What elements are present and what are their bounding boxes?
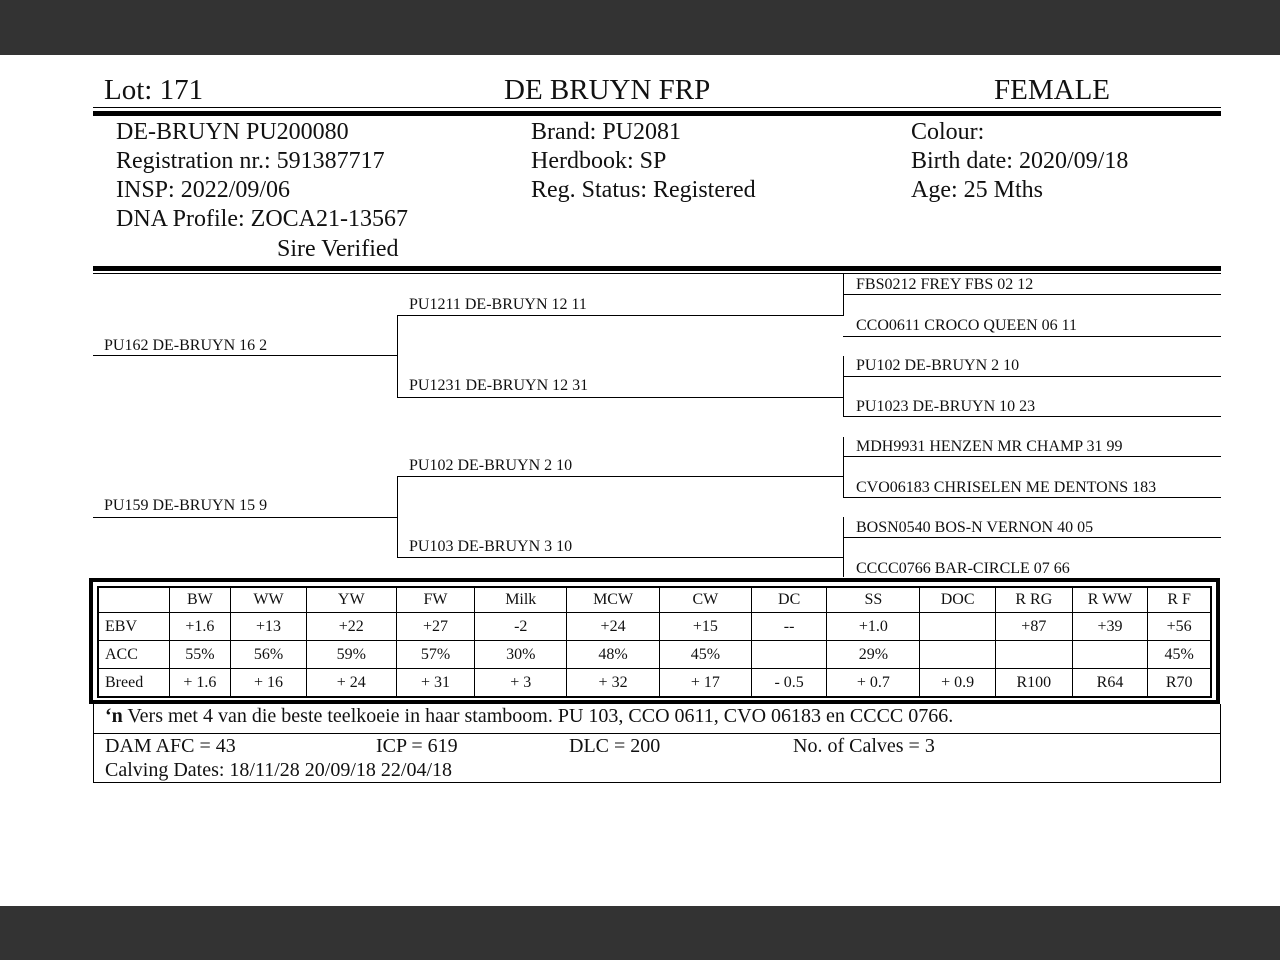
- header-rule-thick: [93, 111, 1221, 116]
- pedigree-connector: [843, 274, 844, 316]
- pedigree-connector: [397, 477, 398, 558]
- pedigree-dam-sire: PU102 DE-BRUYN 2 10: [409, 457, 573, 474]
- ebv-row-ebv: [99, 613, 1211, 641]
- dam-info-box: [93, 733, 1221, 783]
- ebv-cell: + 16: [231, 669, 307, 697]
- pedigree-connector: [843, 356, 844, 416]
- ebv-cell: + 17: [659, 669, 751, 697]
- ebv-cell: +56: [1148, 613, 1211, 641]
- comment-box: [93, 704, 1221, 734]
- ebv-cell: -2: [475, 613, 567, 641]
- pedigree-line: [843, 376, 1221, 377]
- pedigree-line: [93, 517, 398, 518]
- ebv-cell: 48%: [567, 641, 660, 669]
- inspection-date: INSP: 2022/09/06: [116, 177, 291, 203]
- ebv-header-row: [99, 588, 1211, 613]
- dam-afc: DAM AFC = 43: [105, 735, 236, 757]
- age: Age: 25 Mths: [911, 177, 1043, 203]
- ebv-cell: [751, 641, 827, 669]
- ebv-cell: +1.6: [169, 613, 231, 641]
- ebv-cell: [920, 613, 996, 641]
- dam-dlc: DLC = 200: [569, 735, 661, 757]
- pedigree-line: [843, 336, 1221, 337]
- sex-label: FEMALE: [994, 74, 1110, 106]
- ebv-header-cell: DC: [751, 588, 827, 613]
- bottom-frame-bar: [0, 906, 1280, 960]
- pedigree-line: [93, 355, 398, 356]
- ebv-cell: [995, 641, 1072, 669]
- ebv-cell: +13: [231, 613, 307, 641]
- pedigree-dd-sire: BOSN0540 BOS-N VERNON 40 05: [856, 519, 1094, 536]
- pedigree-sd-sire: PU102 DE-BRUYN 2 10: [856, 357, 1020, 374]
- header-rule-thin: [93, 107, 1221, 108]
- ebv-header-cell: SS: [827, 588, 920, 613]
- comment-bold: ‘n: [105, 705, 123, 727]
- pedigree-line: [843, 416, 1221, 417]
- ebv-row-label: ACC: [99, 641, 170, 669]
- ebv-cell: [920, 641, 996, 669]
- ebv-cell: + 24: [306, 669, 396, 697]
- comment-text: [105, 705, 953, 728]
- info-rule-thin: [93, 273, 1221, 274]
- ebv-cell: +39: [1072, 613, 1148, 641]
- pedigree-line: [843, 497, 1221, 498]
- ebv-header-cell: R RG: [995, 588, 1072, 613]
- colour: Colour:: [911, 119, 985, 145]
- ebv-cell: +87: [995, 613, 1072, 641]
- pedigree-line: [843, 294, 1221, 295]
- ebv-cell: 45%: [659, 641, 751, 669]
- pedigree-sire: PU162 DE-BRUYN 16 2: [104, 337, 268, 354]
- herdbook: Herdbook: SP: [531, 148, 667, 174]
- pedigree-ds-dam: CVO06183 CHRISELEN ME DENTONS 183: [856, 479, 1157, 496]
- pedigree-line: [397, 315, 844, 316]
- ebv-header-cell: R WW: [1072, 588, 1148, 613]
- ebv-cell: + 32: [567, 669, 660, 697]
- ebv-header-cell: FW: [396, 588, 475, 613]
- ebv-header-cell: Milk: [475, 588, 567, 613]
- ebv-header-cell: YW: [306, 588, 396, 613]
- dam-icp: ICP = 619: [376, 735, 458, 757]
- pedigree-line: [397, 397, 844, 398]
- ebv-header-cell: [99, 588, 170, 613]
- ebv-cell: +1.0: [827, 613, 920, 641]
- pedigree-line: [843, 537, 1221, 538]
- ebv-cell: + 1.6: [169, 669, 231, 697]
- registration-number: Registration nr.: 591387717: [116, 148, 385, 174]
- dam-calves-count: No. of Calves = 3: [793, 735, 935, 757]
- ebv-cell: 55%: [169, 641, 231, 669]
- pedigree-connector: [843, 517, 844, 577]
- ebv-cell: --: [751, 613, 827, 641]
- info-rule-thick: [93, 266, 1221, 271]
- pedigree-connector: [843, 437, 844, 497]
- ebv-cell: +24: [567, 613, 660, 641]
- sire-verified: Sire Verified: [277, 236, 399, 262]
- ebv-row-acc: [99, 641, 1211, 669]
- animal-name: DE-BRUYN PU200080: [116, 119, 349, 145]
- ebv-header-cell: DOC: [920, 588, 996, 613]
- ebv-header-cell: MCW: [567, 588, 660, 613]
- ebv-cell: 57%: [396, 641, 475, 669]
- ebv-cell: +27: [396, 613, 475, 641]
- ebv-cell: 29%: [827, 641, 920, 669]
- ebv-cell: R100: [995, 669, 1072, 697]
- ebv-row-breed: [99, 669, 1211, 697]
- ebv-cell: 45%: [1148, 641, 1211, 669]
- top-frame-bar: [0, 0, 1280, 55]
- pedigree-dam: PU159 DE-BRUYN 15 9: [104, 497, 268, 514]
- lot-number: Lot: 171: [104, 74, 204, 106]
- pedigree-sire-dam: PU1231 DE-BRUYN 12 31: [409, 377, 589, 394]
- ebv-cell: +15: [659, 613, 751, 641]
- ebv-cell: 56%: [231, 641, 307, 669]
- owner-name: DE BRUYN FRP: [504, 74, 711, 106]
- ebv-header-cell: CW: [659, 588, 751, 613]
- pedigree-connector: [397, 315, 398, 398]
- pedigree-ss-sire: FBS0212 FREY FBS 02 12: [856, 276, 1034, 293]
- pedigree-line: [843, 456, 1221, 457]
- ebv-header-cell: R F: [1148, 588, 1211, 613]
- ebv-cell: 59%: [306, 641, 396, 669]
- ebv-header-cell: WW: [231, 588, 307, 613]
- pedigree-sd-dam: PU1023 DE-BRUYN 10 23: [856, 398, 1036, 415]
- pedigree-dam-dam: PU103 DE-BRUYN 3 10: [409, 538, 573, 555]
- pedigree-line: [397, 557, 844, 558]
- ebv-cell: + 3: [475, 669, 567, 697]
- ebv-table: [98, 587, 1211, 697]
- ebv-cell: [1072, 641, 1148, 669]
- ebv-cell: 30%: [475, 641, 567, 669]
- ebv-cell: R64: [1072, 669, 1148, 697]
- pedigree-line: [397, 476, 844, 477]
- pedigree-dd-dam: CCCC0766 BAR-CIRCLE 07 66: [856, 560, 1070, 577]
- ebv-cell: + 0.7: [827, 669, 920, 697]
- ebv-cell: R70: [1148, 669, 1211, 697]
- ebv-header-cell: BW: [169, 588, 231, 613]
- ebv-row-label: Breed: [99, 669, 170, 697]
- pedigree-sire-sire: PU1211 DE-BRUYN 12 11: [409, 296, 587, 313]
- ebv-cell: - 0.5: [751, 669, 827, 697]
- ebv-cell: +22: [306, 613, 396, 641]
- dna-profile: DNA Profile: ZOCA21-13567: [116, 206, 408, 232]
- brand: Brand: PU2081: [531, 119, 681, 145]
- ebv-cell: + 0.9: [920, 669, 996, 697]
- ebv-table-frame: [89, 578, 1220, 704]
- birth-date: Birth date: 2020/09/18: [911, 148, 1129, 174]
- ebv-cell: + 31: [396, 669, 475, 697]
- pedigree-ss-dam: CCO0611 CROCO QUEEN 06 11: [856, 317, 1078, 334]
- pedigree-ds-sire: MDH9931 HENZEN MR CHAMP 31 99: [856, 438, 1123, 455]
- registration-status: Reg. Status: Registered: [531, 177, 756, 203]
- comment-body: Vers met 4 van die beste teelkoeie in haar stamboom. PU 103, CCO 0611, CVO 06183 en CCCC 0766.: [122, 705, 954, 727]
- calving-dates: Calving Dates: 18/11/28 20/09/18 22/04/18: [105, 759, 453, 781]
- ebv-row-label: EBV: [99, 613, 170, 641]
